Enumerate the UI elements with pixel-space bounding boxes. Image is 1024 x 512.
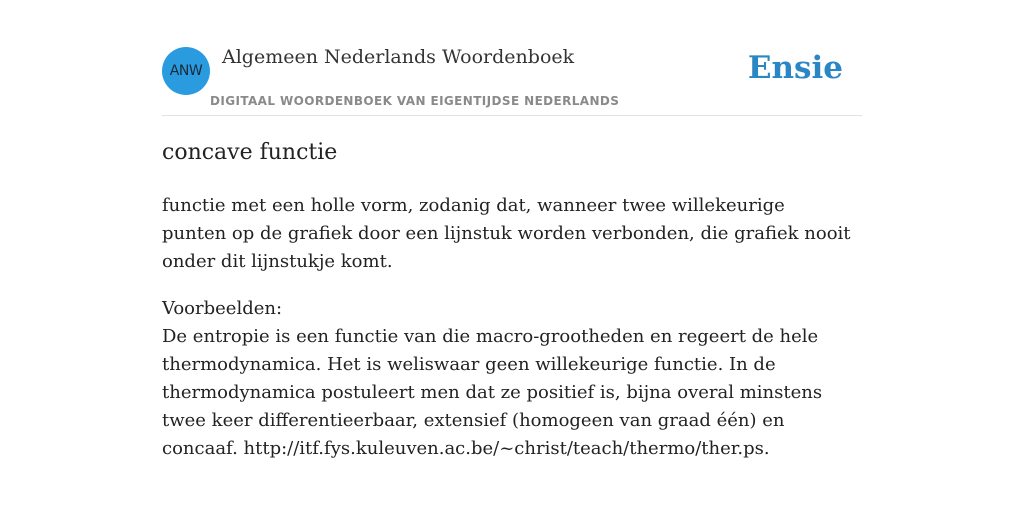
ensie-logo[interactable]: Ensie	[747, 50, 843, 86]
examples-label: Voorbeelden:	[162, 298, 283, 319]
site-subtitle: DIGITAAL WOORDENBOEK VAN EIGENTIJDSE NEDERLANDS	[210, 94, 620, 108]
header-divider	[162, 115, 862, 116]
anw-logo[interactable]	[162, 47, 210, 95]
site-title[interactable]: Algemeen Nederlands Woordenboek	[222, 46, 575, 68]
entry-term: concave functie	[162, 140, 338, 165]
example-text: De entropie is een functie van die macro-grootheden en regeert de hele thermodynamica. Het is weliswaar geen willekeurige functie. In de thermodynamica postuleert men dat ze positief is, bijna overal minstens twee keer differentieerbaar, extensief (homogeen van graad één) en concaaf. http://itf.fys.kuleuven.ac.be/~christ/teach/thermo/ther.ps.	[162, 326, 823, 459]
entry-examples	[162, 295, 852, 463]
entry-definition: functie met een holle vorm, zodanig dat, wanneer twee willekeurige punten op de grafiek door een lijnstuk worden verbonden, die grafiek nooit onder dit lijnstukje komt.	[162, 195, 851, 272]
logo-text: ANW	[169, 63, 203, 79]
